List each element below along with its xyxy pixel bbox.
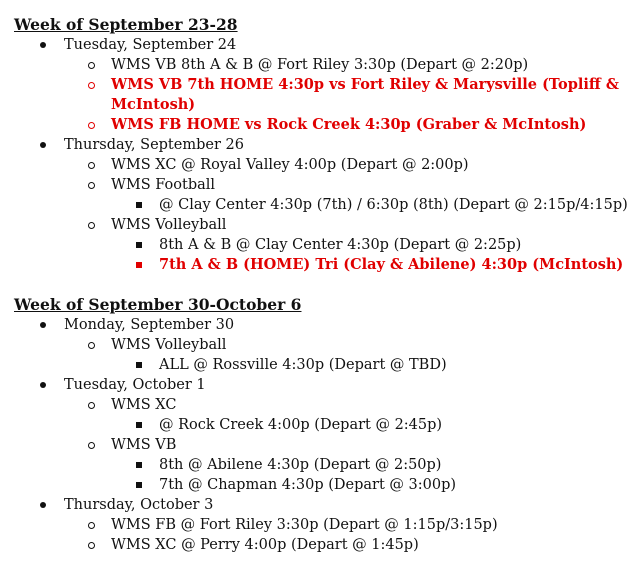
event-detail-text: @ Rock Creek 4:00p (Depart @ 2:45p)	[159, 417, 443, 433]
event-detail-text: 7th @ Chapman 4:30p (Depart @ 3:00p)	[159, 477, 457, 493]
event-item	[14, 215, 634, 235]
square-bullet-icon	[136, 255, 142, 275]
circle-bullet-icon	[88, 435, 95, 455]
day-heading	[14, 35, 634, 55]
disc-bullet-icon-shape	[40, 502, 46, 508]
disc-bullet-icon-shape	[40, 42, 46, 48]
event-item-text: WMS FB @ Fort Riley 3:30p (Depart @ 1:15p/3:15p)	[111, 517, 498, 533]
day-heading-text: Thursday, October 3	[64, 497, 214, 513]
event-item	[14, 155, 634, 175]
circle-bullet-icon-shape	[88, 522, 95, 529]
square-bullet-icon	[136, 475, 142, 495]
square-bullet-icon	[136, 235, 142, 255]
disc-bullet-icon	[40, 35, 46, 55]
square-bullet-icon	[136, 355, 142, 375]
event-item-text: WMS XC @ Perry 4:00p (Depart @ 1:45p)	[111, 537, 419, 553]
circle-bullet-icon	[88, 155, 95, 175]
event-item	[14, 515, 634, 535]
event-item-text: WMS VB 8th A & B @ Fort Riley 3:30p (Depart @ 2:20p)	[111, 57, 529, 73]
disc-bullet-icon-shape	[40, 382, 46, 388]
circle-bullet-icon	[88, 395, 95, 415]
square-bullet-icon-shape	[136, 242, 142, 248]
day-heading	[14, 375, 634, 395]
square-bullet-icon-shape	[136, 202, 142, 208]
circle-bullet-icon-shape	[88, 82, 95, 89]
event-item	[14, 435, 634, 455]
event-detail-home-text: 7th A & B (HOME) Tri (Clay & Abilene) 4:30p (McIntosh)	[159, 256, 624, 273]
event-detail-home	[14, 255, 634, 275]
disc-bullet-icon	[40, 375, 46, 395]
square-bullet-icon	[136, 195, 142, 215]
circle-bullet-icon	[88, 515, 95, 535]
square-bullet-icon-shape	[136, 462, 142, 468]
day-heading	[14, 315, 634, 335]
day-heading-text: Monday, September 30	[64, 317, 235, 333]
circle-bullet-icon	[88, 335, 95, 355]
disc-bullet-icon	[40, 135, 46, 155]
circle-bullet-icon-shape	[88, 402, 95, 409]
square-bullet-icon	[136, 415, 142, 435]
event-detail-text: 8th A & B @ Clay Center 4:30p (Depart @ 2:25p)	[159, 237, 522, 253]
event-detail-text: @ Clay Center 4:30p (7th) / 6:30p (8th) (Depart @ 2:15p/4:15p)	[159, 197, 628, 213]
week-heading: Week of September 23-28	[14, 15, 238, 34]
event-item-text: WMS VB	[111, 437, 177, 453]
day-heading	[14, 495, 634, 515]
disc-bullet-icon-shape	[40, 142, 46, 148]
circle-bullet-icon-shape	[88, 182, 95, 189]
circle-bullet-icon-shape	[88, 542, 95, 549]
event-detail	[14, 195, 634, 215]
circle-bullet-icon	[88, 115, 95, 135]
event-detail	[14, 355, 634, 375]
event-item	[14, 395, 634, 415]
week-heading: Week of September 30-October 6	[14, 295, 302, 314]
circle-bullet-icon-shape	[88, 342, 95, 349]
square-bullet-icon-shape	[136, 482, 142, 488]
disc-bullet-icon	[40, 315, 46, 335]
event-item	[14, 55, 634, 75]
circle-bullet-icon-shape	[88, 122, 95, 129]
event-item-text: WMS Volleyball	[111, 337, 227, 353]
square-bullet-icon-shape	[136, 362, 142, 368]
event-item	[14, 335, 634, 355]
disc-bullet-icon	[40, 495, 46, 515]
event-detail	[14, 235, 634, 255]
event-item-home-text: WMS VB 7th HOME 4:30p vs Fort Riley & Marysville (Topliff & McIntosh)	[111, 76, 619, 113]
event-item-text: WMS Football	[111, 177, 216, 193]
square-bullet-icon	[136, 455, 142, 475]
square-bullet-icon-shape	[136, 262, 142, 268]
event-item	[14, 535, 634, 555]
circle-bullet-icon	[88, 535, 95, 555]
day-heading-text: Tuesday, September 24	[64, 37, 237, 53]
square-bullet-icon-shape	[136, 422, 142, 428]
circle-bullet-icon	[88, 175, 95, 195]
event-item-home	[14, 115, 634, 135]
schedule-document	[14, 15, 634, 555]
circle-bullet-icon-shape	[88, 62, 95, 69]
circle-bullet-icon	[88, 215, 95, 235]
circle-bullet-icon-shape	[88, 442, 95, 449]
event-item	[14, 175, 634, 195]
event-item-text: WMS XC	[111, 397, 177, 413]
day-heading	[14, 135, 634, 155]
event-item-text: WMS XC @ Royal Valley 4:00p (Depart @ 2:00p)	[111, 157, 469, 173]
event-detail	[14, 415, 634, 435]
disc-bullet-icon-shape	[40, 322, 46, 328]
event-item-text: WMS Volleyball	[111, 217, 227, 233]
week-spacer	[14, 275, 634, 295]
event-item-home	[14, 75, 634, 115]
event-item-home-text: WMS FB HOME vs Rock Creek 4:30p (Graber & McIntosh)	[111, 116, 587, 133]
circle-bullet-icon-shape	[88, 162, 95, 169]
circle-bullet-icon	[88, 75, 95, 95]
event-detail-text: 8th @ Abilene 4:30p (Depart @ 2:50p)	[159, 457, 442, 473]
event-detail-text: ALL @ Rossville 4:30p (Depart @ TBD)	[159, 357, 447, 373]
event-detail	[14, 455, 634, 475]
event-detail	[14, 475, 634, 495]
circle-bullet-icon-shape	[88, 222, 95, 229]
day-heading-text: Tuesday, October 1	[64, 377, 206, 393]
circle-bullet-icon	[88, 55, 95, 75]
day-heading-text: Thursday, September 26	[64, 137, 244, 153]
